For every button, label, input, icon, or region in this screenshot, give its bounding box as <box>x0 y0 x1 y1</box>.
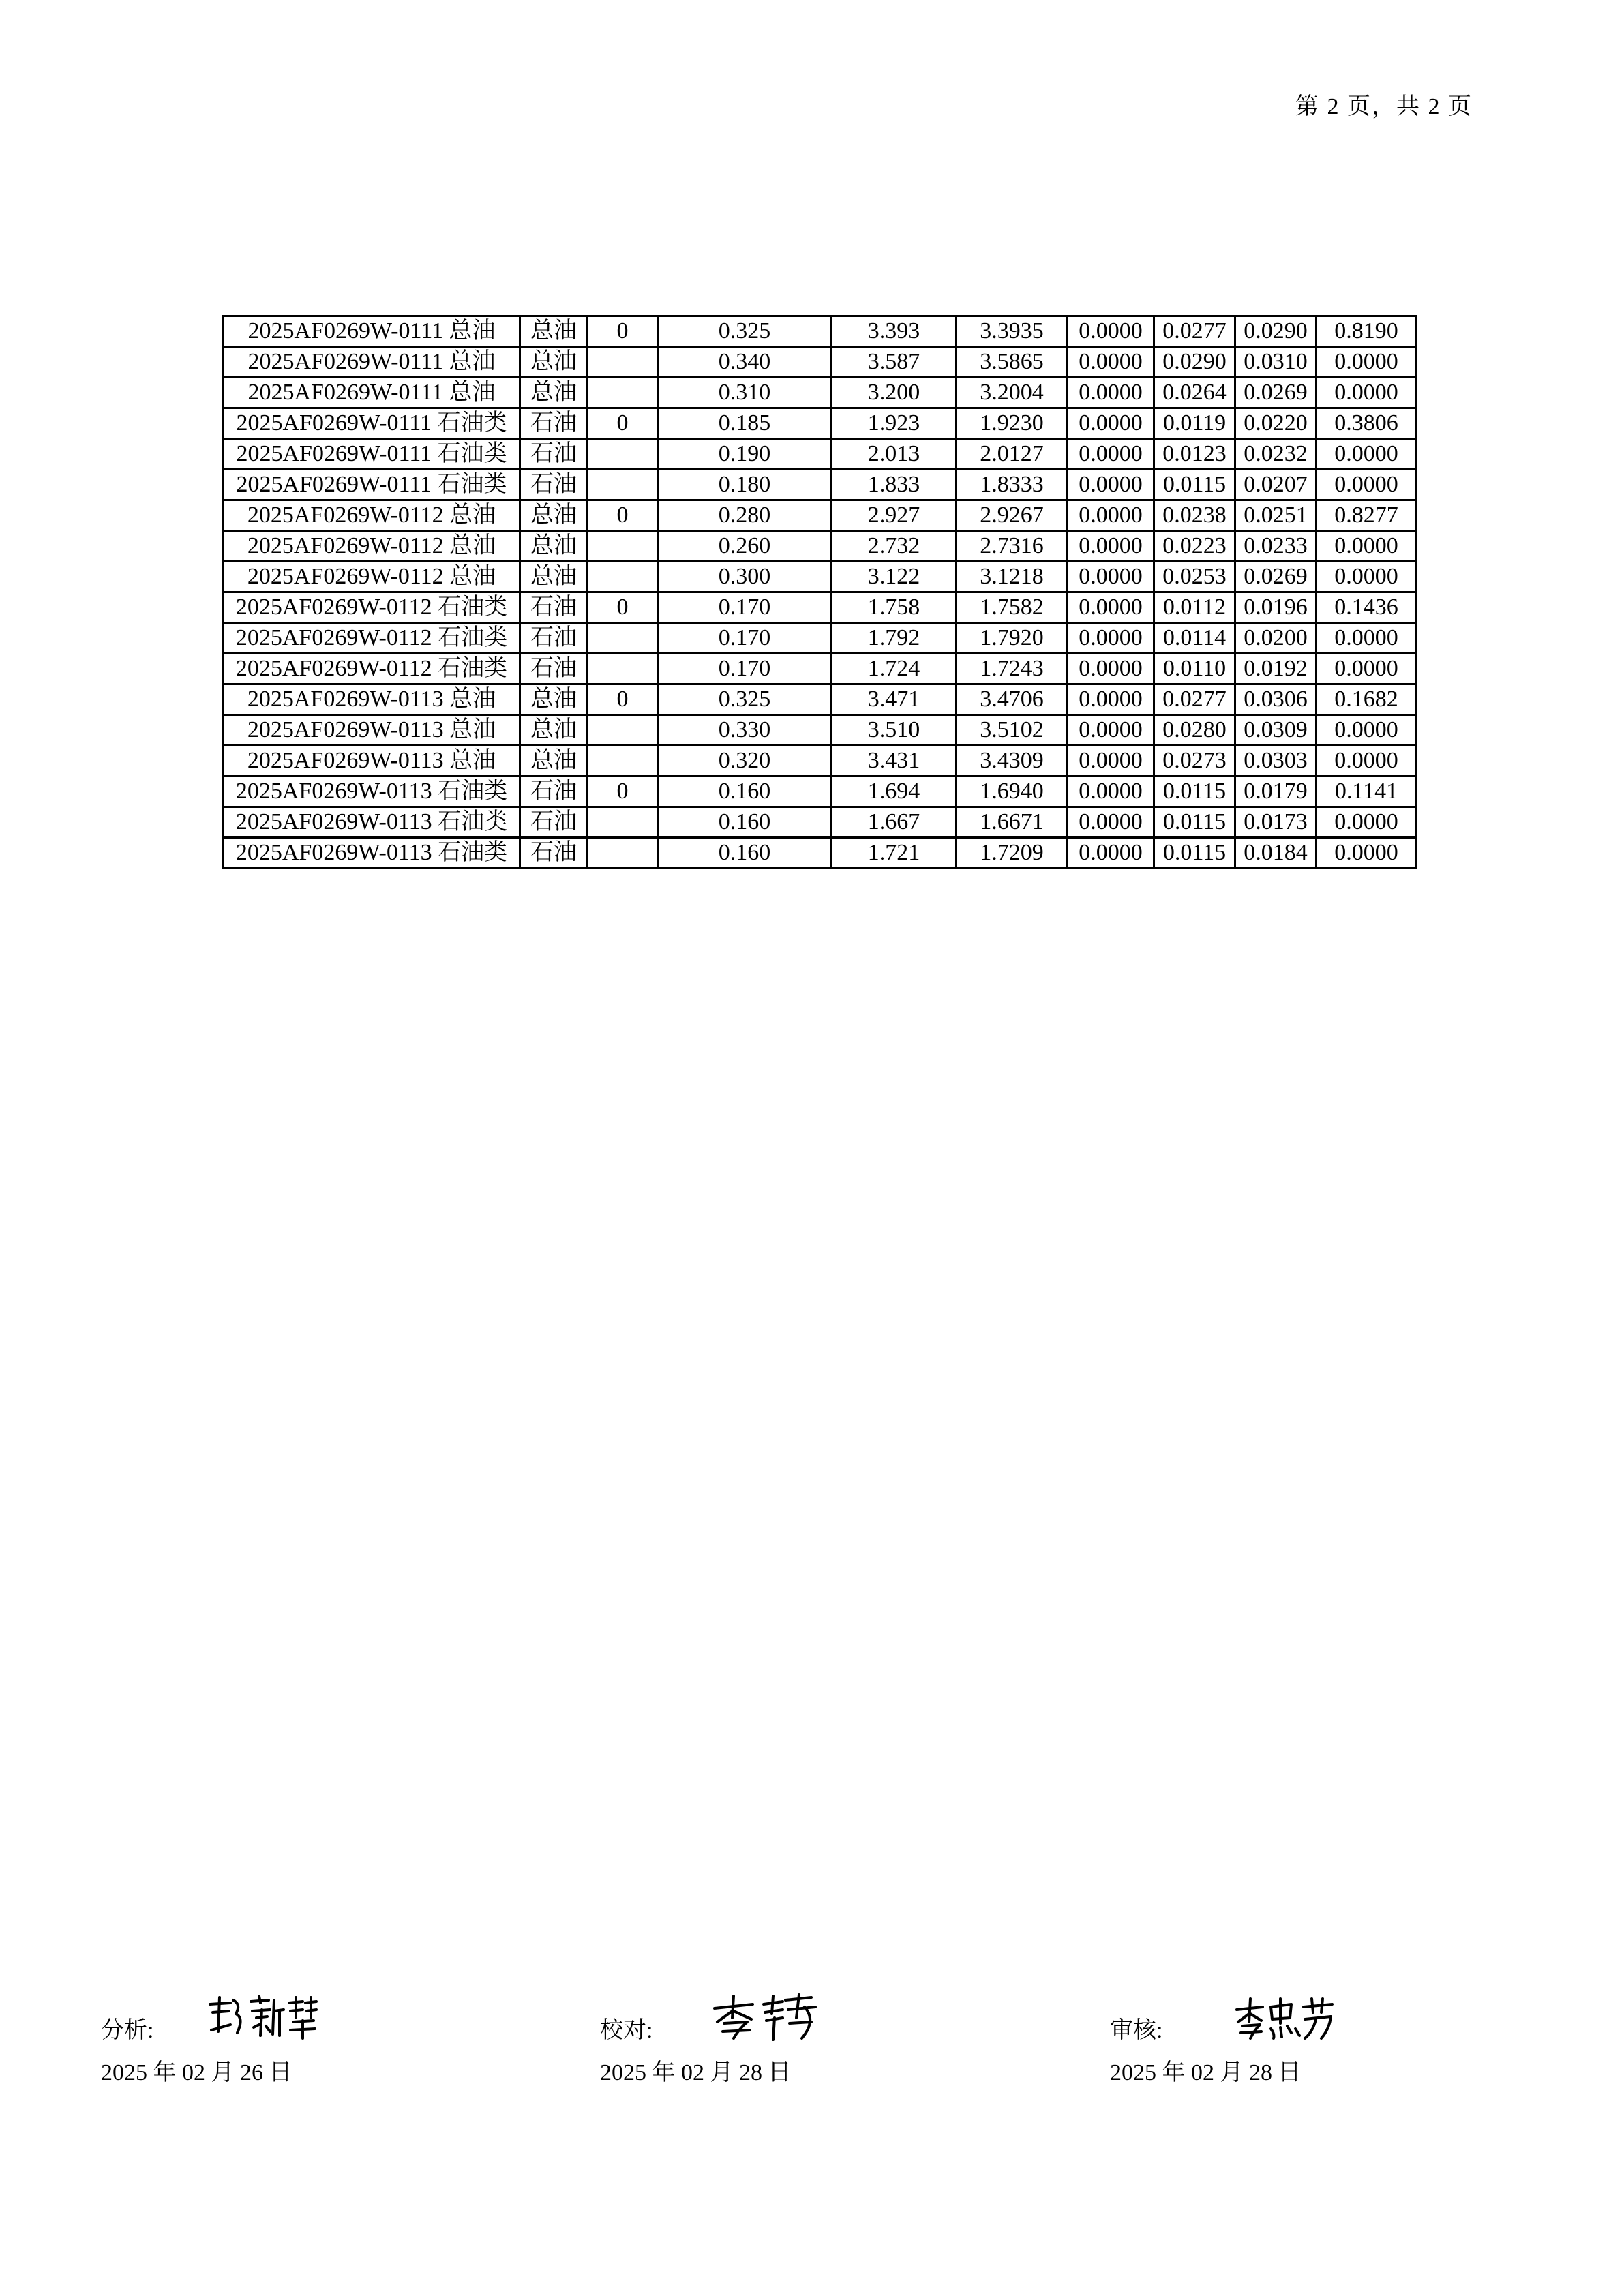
table-cell: 石油 <box>520 592 588 623</box>
table-cell: 1.7582 <box>957 592 1068 623</box>
table-row <box>224 347 1417 378</box>
table-cell: 2025AF0269W-0113 石油类 <box>224 776 520 807</box>
table-cell: 2.013 <box>832 439 957 470</box>
table-cell: 1.6671 <box>957 807 1068 838</box>
table-row <box>224 500 1417 531</box>
table-cell: 总油 <box>520 562 588 592</box>
table-cell: 1.923 <box>832 408 957 439</box>
table-cell: 0 <box>588 500 658 531</box>
table-cell: 0.0220 <box>1235 408 1317 439</box>
table-cell: 0.1682 <box>1317 684 1417 715</box>
table-cell: 总油 <box>520 347 588 378</box>
table-cell: 0.0000 <box>1068 500 1154 531</box>
table-cell: 0.0277 <box>1154 316 1235 347</box>
table-cell: 0.340 <box>658 347 832 378</box>
table-row <box>224 807 1417 838</box>
table-row <box>224 408 1417 439</box>
table-cell: 石油 <box>520 654 588 684</box>
table-cell <box>588 470 658 500</box>
table-cell: 0.0000 <box>1068 807 1154 838</box>
table-cell: 0 <box>588 776 658 807</box>
table-cell: 0.170 <box>658 592 832 623</box>
reviewer-label: 审核: <box>1110 2018 1163 2043</box>
table-cell: 3.1218 <box>957 562 1068 592</box>
table-cell: 0.0306 <box>1235 684 1317 715</box>
table-cell: 0.0000 <box>1317 654 1417 684</box>
table-cell: 0.0000 <box>1068 408 1154 439</box>
table-row <box>224 562 1417 592</box>
table-cell: 0.0000 <box>1068 715 1154 746</box>
table-cell: 2025AF0269W-0111 总油 <box>224 316 520 347</box>
table-cell: 0.160 <box>658 807 832 838</box>
table-cell: 石油 <box>520 439 588 470</box>
table-cell: 0.1141 <box>1317 776 1417 807</box>
table-cell: 0.280 <box>658 500 832 531</box>
table-cell: 2.0127 <box>957 439 1068 470</box>
table-cell: 0.0110 <box>1154 654 1235 684</box>
table-cell: 0.0000 <box>1317 746 1417 776</box>
table-row <box>224 531 1417 562</box>
table-cell: 0.0200 <box>1235 623 1317 654</box>
analyst-date: 2025 年 02 月 26 日 <box>101 2060 292 2085</box>
table-cell: 0.310 <box>658 378 832 408</box>
table-cell: 0.0000 <box>1317 347 1417 378</box>
table-cell: 1.7209 <box>957 838 1068 868</box>
table-cell: 3.2004 <box>957 378 1068 408</box>
table-cell: 0.0000 <box>1317 838 1417 868</box>
table-cell: 0.0000 <box>1068 378 1154 408</box>
table-cell: 0.300 <box>658 562 832 592</box>
table-cell: 1.833 <box>832 470 957 500</box>
table-cell: 总油 <box>520 684 588 715</box>
table-cell: 0.0000 <box>1317 807 1417 838</box>
table-cell: 0.0290 <box>1154 347 1235 378</box>
table-cell: 2025AF0269W-0112 石油类 <box>224 654 520 684</box>
table-cell: 石油 <box>520 408 588 439</box>
table-cell: 3.510 <box>832 715 957 746</box>
table-cell: 0.320 <box>658 746 832 776</box>
table-cell: 0.160 <box>658 776 832 807</box>
table-cell: 0.0173 <box>1235 807 1317 838</box>
table-cell: 1.9230 <box>957 408 1068 439</box>
table-cell: 2025AF0269W-0112 总油 <box>224 562 520 592</box>
table-cell <box>588 531 658 562</box>
table-cell: 2025AF0269W-0112 总油 <box>224 531 520 562</box>
table-cell: 0.0000 <box>1068 838 1154 868</box>
table-cell: 0.325 <box>658 316 832 347</box>
table-cell: 总油 <box>520 378 588 408</box>
table-cell: 石油 <box>520 838 588 868</box>
table-cell: 1.792 <box>832 623 957 654</box>
table-cell <box>588 623 658 654</box>
table-cell: 2025AF0269W-0112 石油类 <box>224 592 520 623</box>
checker-date: 2025 年 02 月 28 日 <box>600 2060 792 2085</box>
table-cell: 0.0000 <box>1317 623 1417 654</box>
table-cell: 0.0303 <box>1235 746 1317 776</box>
table-cell: 0.0000 <box>1317 439 1417 470</box>
table-cell: 0.0000 <box>1068 592 1154 623</box>
table-cell: 3.393 <box>832 316 957 347</box>
table-cell: 3.4706 <box>957 684 1068 715</box>
table-cell: 0.0000 <box>1317 470 1417 500</box>
table-cell: 0.0114 <box>1154 623 1235 654</box>
table-cell: 3.587 <box>832 347 957 378</box>
table-cell: 2.927 <box>832 500 957 531</box>
table-cell: 0.0000 <box>1068 654 1154 684</box>
table-row <box>224 776 1417 807</box>
table-cell: 0.0280 <box>1154 715 1235 746</box>
analyst-label: 分析: <box>101 2018 154 2043</box>
table-cell: 0.0290 <box>1235 316 1317 347</box>
table-cell: 0.0207 <box>1235 470 1317 500</box>
table-cell: 0.0269 <box>1235 562 1317 592</box>
table-cell: 2.9267 <box>957 500 1068 531</box>
table-cell: 总油 <box>520 746 588 776</box>
table-cell: 2025AF0269W-0113 总油 <box>224 715 520 746</box>
table-cell: 0 <box>588 408 658 439</box>
table-cell: 0.0000 <box>1068 562 1154 592</box>
table-cell: 0.0123 <box>1154 439 1235 470</box>
table-row <box>224 316 1417 347</box>
table-cell: 0.0000 <box>1068 347 1154 378</box>
table-cell: 2025AF0269W-0113 石油类 <box>224 838 520 868</box>
table-cell: 0.0238 <box>1154 500 1235 531</box>
table-cell: 石油 <box>520 807 588 838</box>
table-cell: 2025AF0269W-0111 总油 <box>224 378 520 408</box>
table-cell: 0.0233 <box>1235 531 1317 562</box>
table-cell: 0.0115 <box>1154 838 1235 868</box>
table-cell: 0.160 <box>658 838 832 868</box>
table-cell: 0.325 <box>658 684 832 715</box>
table-cell: 0.0277 <box>1154 684 1235 715</box>
table-cell: 2025AF0269W-0113 石油类 <box>224 807 520 838</box>
table-cell: 0.0112 <box>1154 592 1235 623</box>
table-cell: 3.200 <box>832 378 957 408</box>
table-cell: 0.0273 <box>1154 746 1235 776</box>
table-cell: 0.170 <box>658 623 832 654</box>
table-cell: 0.330 <box>658 715 832 746</box>
table-cell: 0.0000 <box>1317 715 1417 746</box>
table-cell: 2025AF0269W-0113 总油 <box>224 684 520 715</box>
checker-signature-image <box>709 1991 825 2045</box>
table-cell: 2.732 <box>832 531 957 562</box>
table-cell: 1.758 <box>832 592 957 623</box>
table-cell: 3.4309 <box>957 746 1068 776</box>
table-cell: 石油 <box>520 623 588 654</box>
table-cell: 0.0179 <box>1235 776 1317 807</box>
table-cell: 石油 <box>520 470 588 500</box>
table-cell: 3.122 <box>832 562 957 592</box>
table-cell <box>588 807 658 838</box>
table-cell: 1.7920 <box>957 623 1068 654</box>
reviewer-date: 2025 年 02 月 28 日 <box>1110 2060 1302 2085</box>
table-cell: 总油 <box>520 531 588 562</box>
table-cell: 0.8190 <box>1317 316 1417 347</box>
table-cell <box>588 378 658 408</box>
table-cell <box>588 838 658 868</box>
results-table-body <box>224 316 1417 868</box>
table-cell: 1.667 <box>832 807 957 838</box>
table-cell: 2025AF0269W-0112 石油类 <box>224 623 520 654</box>
table-cell: 2025AF0269W-0111 石油类 <box>224 470 520 500</box>
table-cell: 0.0000 <box>1068 531 1154 562</box>
table-cell: 0.0309 <box>1235 715 1317 746</box>
reviewer-signature-image <box>1233 1991 1335 2045</box>
table-row <box>224 378 1417 408</box>
table-cell: 0.1436 <box>1317 592 1417 623</box>
table-row <box>224 592 1417 623</box>
table-cell: 0.190 <box>658 439 832 470</box>
results-table <box>222 315 1417 869</box>
table-cell: 0.0264 <box>1154 378 1235 408</box>
table-cell: 0.0184 <box>1235 838 1317 868</box>
table-cell <box>588 654 658 684</box>
table-row <box>224 654 1417 684</box>
table-cell: 3.471 <box>832 684 957 715</box>
table-cell: 0.185 <box>658 408 832 439</box>
table-cell: 总油 <box>520 500 588 531</box>
table-cell: 2025AF0269W-0111 总油 <box>224 347 520 378</box>
table-cell: 2025AF0269W-0111 石油类 <box>224 408 520 439</box>
table-cell: 0 <box>588 684 658 715</box>
checker-label: 校对: <box>600 2018 653 2043</box>
table-cell: 0.0192 <box>1235 654 1317 684</box>
table-cell: 0.0000 <box>1068 746 1154 776</box>
page-indicator: 第 2 页，共 2 页 <box>1295 94 1473 119</box>
table-cell: 2025AF0269W-0113 总油 <box>224 746 520 776</box>
table-cell: 3.5102 <box>957 715 1068 746</box>
table-cell: 0.0000 <box>1317 562 1417 592</box>
analyst-signature-image <box>203 1991 319 2045</box>
table-cell: 0.0269 <box>1235 378 1317 408</box>
table-cell: 0.0232 <box>1235 439 1317 470</box>
table-row <box>224 715 1417 746</box>
table-row <box>224 746 1417 776</box>
table-cell: 0.0000 <box>1068 439 1154 470</box>
table-cell: 3.431 <box>832 746 957 776</box>
table-cell <box>588 562 658 592</box>
table-cell: 0.0310 <box>1235 347 1317 378</box>
table-cell: 0.0000 <box>1317 378 1417 408</box>
table-row <box>224 439 1417 470</box>
table-cell: 0.0000 <box>1068 316 1154 347</box>
table-cell: 2025AF0269W-0112 总油 <box>224 500 520 531</box>
table-cell: 1.721 <box>832 838 957 868</box>
table-cell: 0.0115 <box>1154 470 1235 500</box>
table-cell: 0.0223 <box>1154 531 1235 562</box>
table-cell: 2025AF0269W-0111 石油类 <box>224 439 520 470</box>
table-cell: 0.0000 <box>1317 531 1417 562</box>
table-cell <box>588 347 658 378</box>
table-row <box>224 838 1417 868</box>
table-row <box>224 470 1417 500</box>
table-cell: 0.0115 <box>1154 776 1235 807</box>
table-cell <box>588 746 658 776</box>
table-cell: 3.3935 <box>957 316 1068 347</box>
table-cell: 1.7243 <box>957 654 1068 684</box>
table-cell: 0.0000 <box>1068 684 1154 715</box>
table-cell: 1.6940 <box>957 776 1068 807</box>
table-cell: 0.3806 <box>1317 408 1417 439</box>
table-cell: 0.0119 <box>1154 408 1235 439</box>
table-cell: 2.7316 <box>957 531 1068 562</box>
table-cell: 0.260 <box>658 531 832 562</box>
table-cell: 1.724 <box>832 654 957 684</box>
table-cell: 0.0000 <box>1068 776 1154 807</box>
table-cell: 0 <box>588 592 658 623</box>
table-cell: 1.694 <box>832 776 957 807</box>
table-cell: 0.0000 <box>1068 470 1154 500</box>
table-cell: 0.0115 <box>1154 807 1235 838</box>
table-cell: 0.0196 <box>1235 592 1317 623</box>
table-cell: 0.0000 <box>1068 623 1154 654</box>
table-cell: 0.8277 <box>1317 500 1417 531</box>
table-row <box>224 684 1417 715</box>
table-cell <box>588 439 658 470</box>
table-cell: 0.170 <box>658 654 832 684</box>
table-cell: 总油 <box>520 715 588 746</box>
table-cell: 3.5865 <box>957 347 1068 378</box>
table-cell: 0.0253 <box>1154 562 1235 592</box>
table-cell: 总油 <box>520 316 588 347</box>
table-cell <box>588 715 658 746</box>
table-cell: 0 <box>588 316 658 347</box>
table-cell: 1.8333 <box>957 470 1068 500</box>
table-cell: 石油 <box>520 776 588 807</box>
table-cell: 0.180 <box>658 470 832 500</box>
table-cell: 0.0251 <box>1235 500 1317 531</box>
table-row <box>224 623 1417 654</box>
